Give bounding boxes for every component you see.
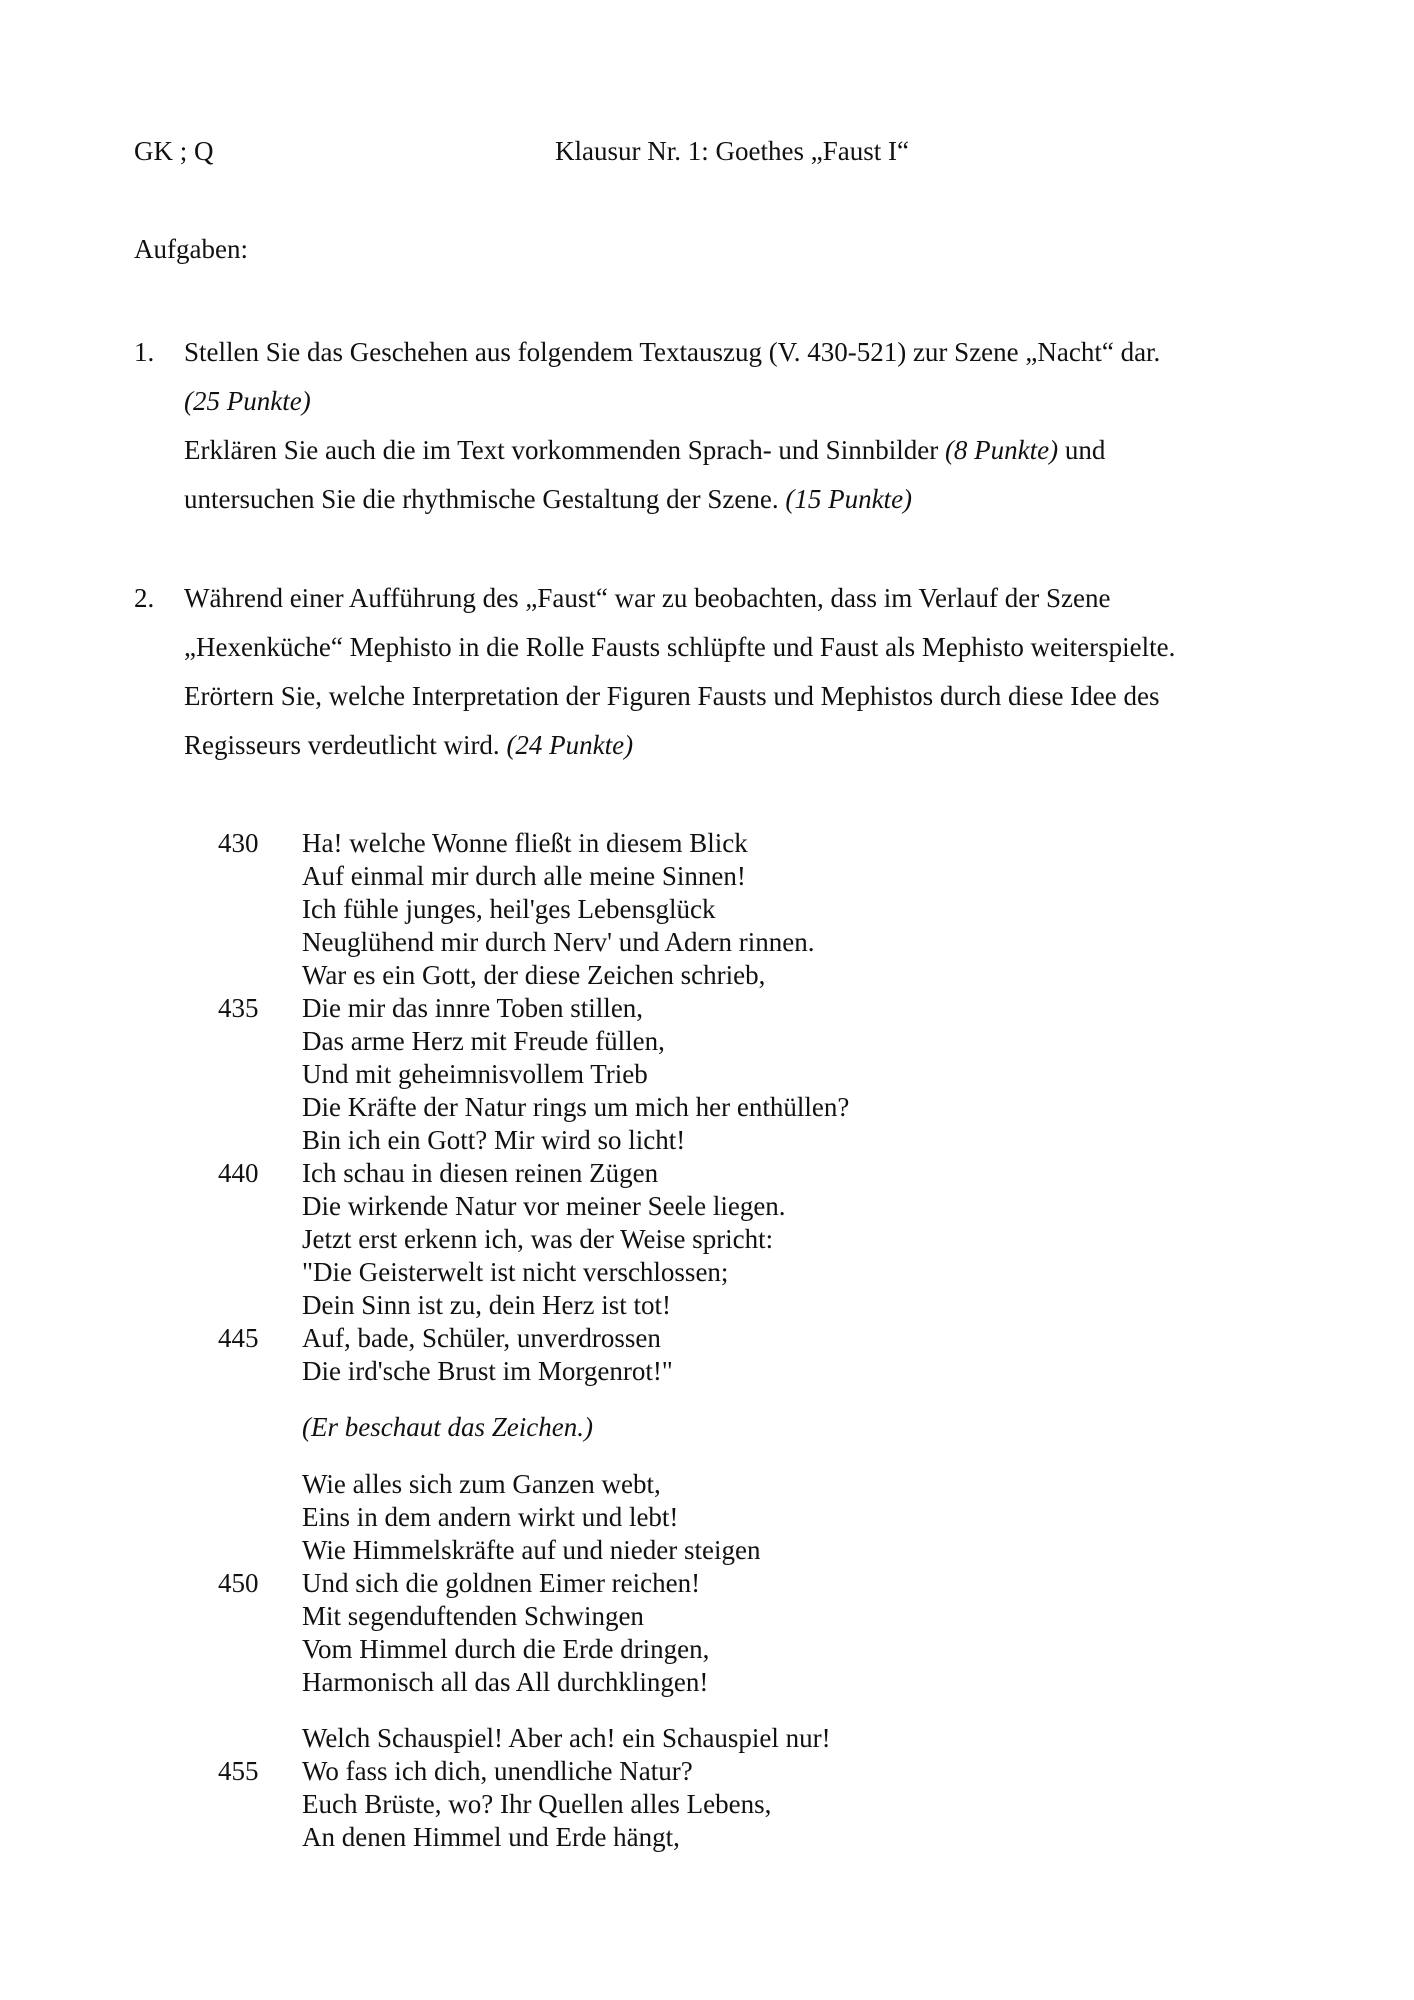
verse-text: Wie Himmelskräfte auf und nieder steigen: [302, 1535, 761, 1565]
task-line: [184, 475, 1264, 524]
points-label: (15 Punkte): [785, 484, 913, 514]
verse-text: Und mit geheimnisvollem Trieb: [302, 1059, 648, 1089]
task-text: untersuchen Sie die rhythmische Gestaltung der Szene.: [184, 484, 786, 514]
verse-number: 450: [218, 1568, 259, 1598]
verse-text: An denen Himmel und Erde hängt,: [302, 1822, 680, 1852]
task-text: Erklären Sie auch die im Text vorkommenden Sprach- und Sinnbilder: [184, 435, 945, 465]
verse-text: Auf, bade, Schüler, unverdrossen: [302, 1323, 661, 1353]
task-line: [184, 623, 1264, 672]
task-body: [184, 328, 1264, 524]
verse-number: 455: [218, 1756, 259, 1786]
verse-text: Die mir das innre Toben stillen,: [302, 993, 644, 1023]
verse-text: Ich fühle junges, heil'ges Lebensglück: [302, 894, 716, 924]
verse-text: Eins in dem andern wirkt und lebt!: [302, 1502, 679, 1532]
verse-text: Dein Sinn ist zu, dein Herz ist tot!: [302, 1290, 671, 1320]
verse-text: Ha! welche Wonne fließt in diesem Blick: [302, 828, 748, 858]
points-label: (8 Punkte): [944, 435, 1059, 465]
verse-text: Welch Schauspiel! Aber ach! ein Schauspiel nur!: [302, 1723, 831, 1753]
task-line: [184, 426, 1264, 475]
verse-text: Auf einmal mir durch alle meine Sinnen!: [302, 861, 746, 891]
task-line: [184, 574, 1264, 623]
verse-text: War es ein Gott, der diese Zeichen schrieb,: [302, 960, 766, 990]
tasks-heading: Aufgaben:: [134, 234, 248, 264]
course-label: GK ; Q: [134, 136, 214, 166]
task-line: [184, 721, 1264, 770]
verse-text: Harmonisch all das All durchklingen!: [302, 1667, 709, 1697]
task-body: [184, 574, 1264, 770]
verse-text: Wie alles sich zum Ganzen webt,: [302, 1469, 661, 1499]
verse-number: 435: [218, 993, 259, 1023]
task-text: „Hexenküche“ Mephisto in die Rolle Fausts schlüpfte und Faust als Mephisto weiterspielte.: [184, 632, 1176, 662]
verse-text: Ich schau in diesen reinen Zügen: [302, 1158, 659, 1188]
task-line: [184, 672, 1264, 721]
task-number: 2.: [134, 583, 155, 613]
verse-text: Die ird'sche Brust im Morgenrot!": [302, 1356, 673, 1386]
verse-text: Die Kräfte der Natur rings um mich her enthüllen?: [302, 1092, 850, 1122]
verse-text: Und sich die goldnen Eimer reichen!: [302, 1568, 701, 1598]
task-number: 1.: [134, 337, 155, 367]
task-text: Während einer Aufführung des „Faust“ war zu beobachten, dass im Verlauf der Szene: [184, 583, 1111, 613]
verse-text: (Er beschaut das Zeichen.): [302, 1412, 593, 1442]
task-text: Regisseurs verdeutlicht wird.: [184, 730, 507, 760]
task-text: Erörtern Sie, welche Interpretation der Figuren Fausts und Mephistos durch diese Idee des: [184, 681, 1160, 711]
verse-text: "Die Geisterwelt ist nicht verschlossen;: [302, 1257, 729, 1287]
verse-text: Vom Himmel durch die Erde dringen,: [302, 1634, 710, 1664]
verse-text: Jetzt erst erkenn ich, was der Weise spricht:: [302, 1224, 774, 1254]
verse-text: Euch Brüste, wo? Ihr Quellen alles Lebens,: [302, 1789, 772, 1819]
verse-number: 445: [218, 1323, 259, 1353]
task-text: Stellen Sie das Geschehen aus folgendem Textauszug (V. 430-521) zur Szene „Nacht“ dar.: [184, 337, 1161, 367]
verse-text: Neuglühend mir durch Nerv' und Adern rinnen.: [302, 927, 815, 957]
verse-number: 430: [218, 828, 259, 858]
verse-text: Mit segenduftenden Schwingen: [302, 1601, 644, 1631]
task-line: [184, 377, 1264, 426]
verse-text: Das arme Herz mit Freude füllen,: [302, 1026, 665, 1056]
points-label: (25 Punkte): [184, 386, 311, 416]
verse-text: Wo fass ich dich, unendliche Natur?: [302, 1756, 693, 1786]
verse-text: Bin ich ein Gott? Mir wird so licht!: [302, 1125, 686, 1155]
task-text: und: [1058, 435, 1106, 465]
verse-number: 440: [218, 1158, 259, 1188]
exam-title: Klausur Nr. 1: Goethes „Faust I“: [555, 136, 909, 166]
task-line: [184, 328, 1264, 377]
verse-text: Die wirkende Natur vor meiner Seele liegen.: [302, 1191, 786, 1221]
points-label: (24 Punkte): [506, 730, 634, 760]
